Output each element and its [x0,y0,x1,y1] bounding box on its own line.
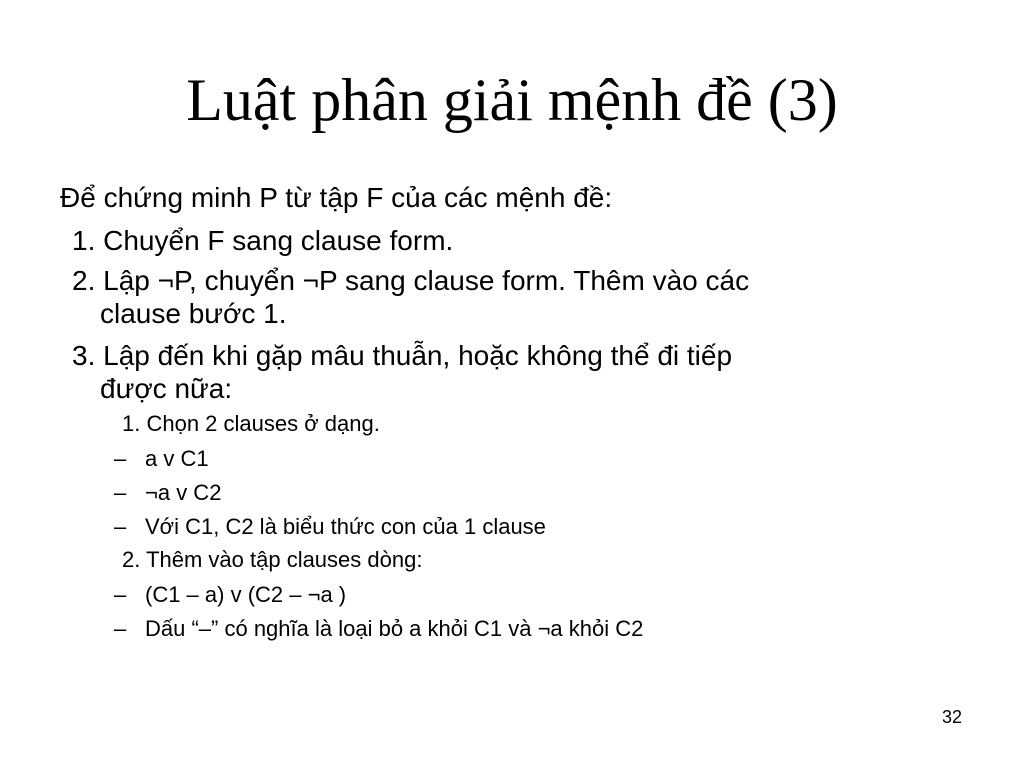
step-1-text: 1. Chuyển F sang clause form. [72,225,454,256]
step-3-text-line-1: 3. Lập đến khi gặp mâu thuẫn, hoặc không thể đi tiếp [72,340,733,371]
step-3-text-line-2: được nữa: [100,373,233,404]
dash-bullet: – [114,480,127,505]
sub-step-1-item-1: a v C1 [145,446,209,471]
sub-step-1-item-2: ¬a v C2 [145,480,222,505]
sub-step-1-text: 1. Chọn 2 clauses ở dạng. [122,411,380,436]
dash-bullet: – [114,616,127,641]
sub-step-2-text: 2. Thêm vào tập clauses dòng: [122,547,423,572]
intro-text: Để chứng minh P từ tập F của các mệnh đề: [60,182,613,213]
sub-step-2-item-1: (C1 – a) v (C2 – ¬a ) [145,582,347,607]
slide-title: Luật phân giải mệnh đề (3) [186,67,838,133]
page-number: 32 [941,707,962,727]
dash-bullet: – [114,514,127,539]
step-2-text-line-1: 2. Lập ¬P, chuyển ¬P sang clause form. Thêm vào các [72,265,750,296]
dash-bullet: – [114,446,127,471]
dash-bullet: – [114,582,127,607]
sub-step-1-item-3: Với C1, C2 là biểu thức con của 1 clause [145,514,546,539]
step-2-text-line-2: clause bước 1. [100,298,287,329]
sub-step-2-item-2: Dấu “–” có nghĩa là loại bỏ a khỏi C1 và ¬a khỏi C2 [145,616,644,641]
